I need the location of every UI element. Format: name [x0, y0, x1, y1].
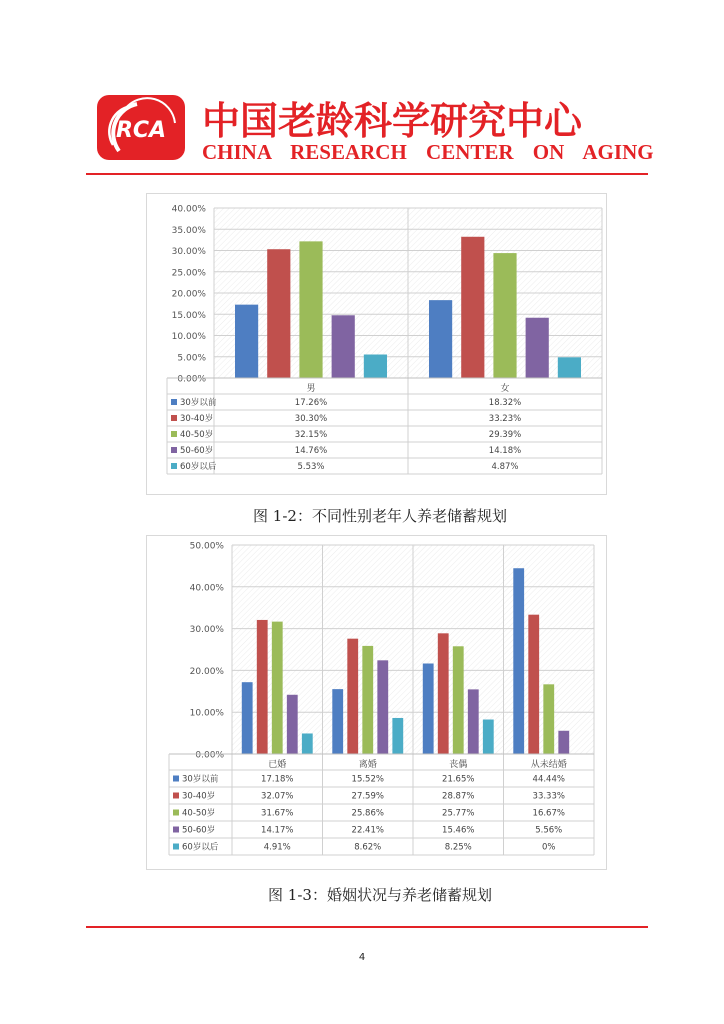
legend-label: 40-50岁 — [180, 430, 214, 440]
table-cell-value: 44.44% — [532, 774, 565, 785]
category-label: 离婚 — [358, 760, 377, 770]
y-tick-label: 50.00% — [189, 541, 224, 552]
y-tick-label: 25.00% — [171, 268, 206, 279]
legend-label: 50-60岁 — [180, 446, 214, 456]
rca-logo — [97, 95, 185, 160]
table-cell-value: 14.18% — [488, 446, 522, 456]
legend-swatch — [173, 827, 179, 833]
logo-text: RCA — [115, 118, 167, 143]
organization-name-cn: 中国老龄科学研究中心 — [202, 98, 583, 143]
table-cell-value: 16.67% — [532, 808, 565, 819]
chart-marital — [147, 536, 606, 869]
y-tick-label: 5.00% — [177, 353, 206, 364]
bar — [362, 646, 373, 754]
legend-swatch — [171, 399, 177, 405]
figure-caption-2: 图 1-3：婚姻状况与养老储蓄规划 — [268, 886, 492, 904]
legend-swatch — [171, 447, 177, 453]
table-cell-value: 15.46% — [442, 825, 475, 836]
bar — [438, 633, 449, 754]
figure-caption-1: 图 1-2：不同性别老年人养老储蓄规划 — [253, 507, 507, 525]
legend-swatch — [171, 415, 177, 421]
y-tick-label: 0.00% — [177, 374, 206, 385]
y-tick-label: 10.00% — [171, 332, 206, 342]
bar — [526, 318, 549, 378]
chart-gender-frame — [146, 193, 607, 495]
y-tick-label: 0.00% — [195, 750, 224, 761]
legend-label: 60岁以后 — [180, 462, 217, 472]
y-tick-label: 15.00% — [171, 310, 206, 321]
category-label: 男 — [306, 384, 316, 394]
table-cell-value: 14.76% — [294, 446, 328, 456]
bar — [347, 639, 358, 754]
bar — [513, 568, 524, 754]
category-label: 女 — [500, 384, 510, 394]
legend-label: 30-40岁 — [182, 791, 216, 802]
bar — [299, 241, 322, 378]
table-cell-value: 29.39% — [488, 430, 522, 440]
bar — [392, 718, 403, 754]
bar — [453, 646, 464, 754]
rca-logo-graphic — [97, 95, 185, 160]
bar — [302, 733, 313, 754]
table-cell-value: 15.52% — [351, 774, 384, 785]
table-cell-value: 8.62% — [354, 842, 382, 853]
table-cell-value: 5.53% — [297, 462, 325, 472]
bar — [287, 695, 298, 754]
table-cell-value: 33.23% — [488, 414, 522, 424]
table-cell-value: 0% — [542, 842, 556, 853]
chart-marital-frame — [146, 535, 607, 870]
bar — [461, 237, 484, 378]
table-cell-value: 5.56% — [535, 825, 563, 836]
table-cell-value: 8.25% — [444, 842, 472, 853]
bar — [423, 664, 434, 754]
legend-swatch — [171, 463, 177, 469]
y-tick-label: 20.00% — [171, 289, 206, 300]
legend-swatch — [173, 776, 179, 782]
page-number: 4 — [358, 952, 366, 963]
bar — [493, 253, 516, 378]
table-cell-value: 28.87% — [442, 791, 475, 802]
bar — [468, 689, 479, 754]
bar — [242, 682, 253, 754]
table-cell-value: 17.18% — [261, 774, 294, 785]
category-label: 丧偶 — [449, 760, 468, 770]
y-tick-label: 30.00% — [189, 625, 224, 636]
bar — [364, 354, 387, 378]
legend-label: 30岁以前 — [182, 774, 219, 785]
legend-label: 60岁以后 — [182, 842, 219, 853]
bar — [272, 622, 283, 754]
y-tick-label: 40.00% — [171, 204, 206, 215]
legend-label: 40-50岁 — [182, 808, 216, 819]
bar — [543, 684, 554, 754]
footer-divider — [86, 926, 648, 928]
table-cell-value: 17.26% — [294, 398, 328, 408]
table-cell-value: 27.59% — [351, 791, 384, 802]
legend-swatch — [173, 810, 179, 816]
bar — [558, 357, 581, 378]
table-cell-value: 32.15% — [294, 430, 328, 440]
legend-label: 50-60岁 — [182, 825, 216, 836]
table-cell-value: 25.86% — [351, 808, 384, 819]
bar — [558, 731, 569, 754]
table-cell-value: 32.07% — [261, 791, 294, 802]
y-tick-label: 30.00% — [171, 247, 206, 257]
y-tick-label: 10.00% — [189, 708, 224, 719]
bar — [267, 249, 290, 378]
legend-swatch — [173, 793, 179, 799]
table-cell-value: 33.33% — [532, 791, 565, 802]
table-cell-value: 18.32% — [488, 398, 522, 408]
legend-label: 30-40岁 — [180, 414, 214, 424]
category-label: 已婚 — [268, 760, 287, 770]
y-tick-label: 35.00% — [171, 225, 206, 236]
table-cell-value: 25.77% — [442, 808, 475, 819]
legend-swatch — [173, 844, 179, 850]
chart-gender — [147, 194, 606, 494]
table-cell-value: 21.65% — [442, 774, 475, 785]
category-label: 从未结婚 — [530, 760, 567, 770]
legend-swatch — [171, 431, 177, 437]
legend-label: 30岁以前 — [180, 398, 217, 408]
table-cell-value: 14.17% — [261, 825, 294, 836]
table-cell-value: 31.67% — [261, 808, 294, 819]
bar — [257, 620, 268, 754]
table-cell-value: 4.91% — [263, 842, 291, 853]
bar — [429, 300, 452, 378]
table-cell-value: 30.30% — [294, 414, 328, 424]
header-divider — [86, 173, 648, 175]
table-cell-value: 4.87% — [491, 462, 519, 472]
bar — [332, 689, 343, 754]
page-header — [0, 0, 724, 180]
y-tick-label: 20.00% — [189, 666, 224, 677]
bar — [528, 615, 539, 754]
bar — [235, 305, 258, 378]
bar — [332, 315, 355, 378]
bar — [377, 660, 388, 754]
bar — [483, 720, 494, 754]
organization-name-en: CHINA RESEARCH CENTER ON AGING — [202, 140, 654, 164]
table-cell-value: 22.41% — [351, 825, 384, 836]
y-tick-label: 40.00% — [189, 583, 224, 594]
